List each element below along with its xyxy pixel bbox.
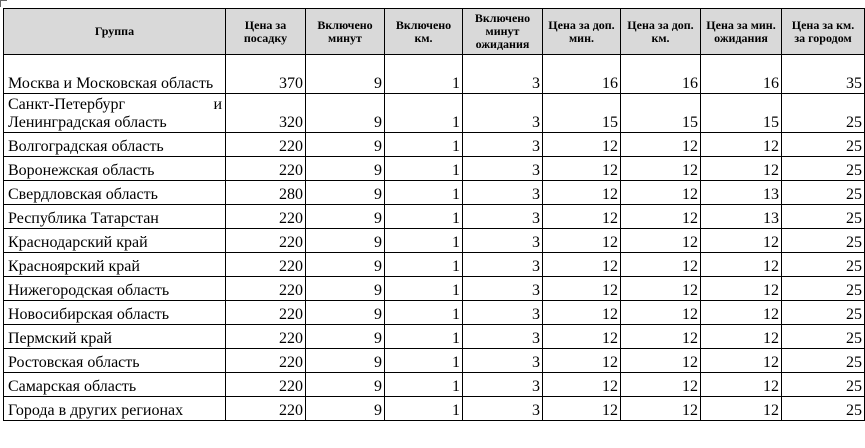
header-included-minutes: Включено минут [306,9,385,55]
cell-boarding-price: 220 [226,277,306,301]
header-group: Группа [4,9,226,55]
cell-group-name: Красноярский край [4,253,226,277]
cell-boarding-price: 220 [226,157,306,181]
cell-included-wait-minutes: 3 [463,253,543,277]
cell-extra-km-price: 15 [621,94,701,133]
cell-boarding-price: 220 [226,229,306,253]
cell-included-km: 1 [385,181,463,205]
cell-extra-minute-price: 12 [543,181,621,205]
cell-included-km: 1 [385,229,463,253]
cell-extra-minute-price: 12 [543,277,621,301]
cell-wait-minute-price: 13 [701,205,782,229]
cell-outside-city-km-price: 25 [782,205,865,229]
cell-group-name: Самарская область [4,373,226,397]
table-row [4,229,865,253]
cell-wait-minute-price: 12 [701,301,782,325]
table-row [4,181,865,205]
cell-extra-km-price: 16 [621,55,701,94]
cell-outside-city-km-price: 25 [782,133,865,157]
cell-group-name: Санкт-Петербург и Ленинградская область [4,94,226,133]
cell-group-name: Города в других регионах [4,397,226,421]
table-row [4,373,865,397]
cell-outside-city-km-price: 25 [782,325,865,349]
table-row [4,133,865,157]
cell-extra-km-price: 12 [621,325,701,349]
cell-included-km: 1 [385,205,463,229]
cell-extra-minute-price: 12 [543,397,621,421]
tariff-table [3,8,865,421]
cell-included-km: 1 [385,277,463,301]
cell-boarding-price: 220 [226,133,306,157]
cell-outside-city-km-price: 25 [782,253,865,277]
cell-group-name: Волгоградская область [4,133,226,157]
cell-included-minutes: 9 [306,301,385,325]
cell-included-km: 1 [385,325,463,349]
cell-wait-minute-price: 15 [701,94,782,133]
cell-outside-city-km-price: 25 [782,94,865,133]
table-row [4,253,865,277]
cell-wait-minute-price: 12 [701,229,782,253]
cell-included-minutes: 9 [306,205,385,229]
cell-extra-minute-price: 12 [543,157,621,181]
cell-included-km: 1 [385,373,463,397]
cell-extra-minute-price: 16 [543,55,621,94]
cell-extra-km-price: 12 [621,373,701,397]
header-included-wait-minutes: Включено минут ожидания [463,9,543,55]
cell-included-minutes: 9 [306,133,385,157]
cell-extra-minute-price: 12 [543,205,621,229]
cell-included-minutes: 9 [306,94,385,133]
cell-included-km: 1 [385,301,463,325]
header-outside-city-km-price: Цена за км. за городом [782,9,865,55]
header-extra-minute-price: Цена за доп. мин. [543,9,621,55]
cell-group-name: Краснодарский край [4,229,226,253]
cell-extra-minute-price: 12 [543,373,621,397]
cell-boarding-price: 220 [226,205,306,229]
header-wait-minute-price: Цена за мин. ожидания [701,9,782,55]
cell-boarding-price: 220 [226,325,306,349]
cell-extra-km-price: 12 [621,133,701,157]
table-row [4,277,865,301]
cell-extra-minute-price: 12 [543,133,621,157]
cell-included-km: 1 [385,55,463,94]
cell-included-minutes: 9 [306,181,385,205]
table-row [4,205,865,229]
cell-included-wait-minutes: 3 [463,157,543,181]
cell-group-name: Нижегородская область [4,277,226,301]
cell-included-wait-minutes: 3 [463,373,543,397]
cell-included-minutes: 9 [306,373,385,397]
cell-wait-minute-price: 12 [701,373,782,397]
cell-boarding-price: 220 [226,253,306,277]
cell-extra-minute-price: 12 [543,253,621,277]
table-header-row [4,9,865,55]
cell-included-wait-minutes: 3 [463,55,543,94]
cell-included-wait-minutes: 3 [463,325,543,349]
cell-boarding-price: 220 [226,301,306,325]
cell-included-km: 1 [385,349,463,373]
table-row [4,349,865,373]
cell-included-km: 1 [385,253,463,277]
cell-extra-minute-price: 12 [543,229,621,253]
cell-included-minutes: 9 [306,349,385,373]
cell-outside-city-km-price: 25 [782,349,865,373]
cell-included-km: 1 [385,397,463,421]
cell-included-km: 1 [385,94,463,133]
table-body [4,55,865,421]
cell-included-wait-minutes: 3 [463,94,543,133]
table-row [4,397,865,421]
cell-boarding-price: 370 [226,55,306,94]
cell-outside-city-km-price: 25 [782,277,865,301]
cell-boarding-price: 320 [226,94,306,133]
cell-extra-km-price: 12 [621,349,701,373]
cell-group-name: Свердловская область [4,181,226,205]
cell-wait-minute-price: 16 [701,55,782,94]
cell-extra-minute-price: 15 [543,94,621,133]
cell-extra-km-price: 12 [621,397,701,421]
cell-included-km: 1 [385,133,463,157]
cell-boarding-price: 280 [226,181,306,205]
cell-included-minutes: 9 [306,253,385,277]
header-boarding-price: Цена за посадку [226,9,306,55]
table-row [4,157,865,181]
cell-extra-km-price: 12 [621,301,701,325]
header-extra-km-price: Цена за доп. км. [621,9,701,55]
cell-included-wait-minutes: 3 [463,397,543,421]
cell-extra-km-price: 12 [621,277,701,301]
cell-included-wait-minutes: 3 [463,205,543,229]
cell-extra-km-price: 12 [621,253,701,277]
cell-extra-km-price: 12 [621,205,701,229]
cell-wait-minute-price: 12 [701,325,782,349]
header-included-km: Включено км. [385,9,463,55]
cell-group-name: Пермский край [4,325,226,349]
cell-boarding-price: 220 [226,349,306,373]
cell-wait-minute-price: 12 [701,253,782,277]
cell-extra-minute-price: 12 [543,301,621,325]
cell-boarding-price: 220 [226,397,306,421]
cell-outside-city-km-price: 25 [782,157,865,181]
cell-group-name: Новосибирская область [4,301,226,325]
cell-included-minutes: 9 [306,229,385,253]
cell-group-name: Москва и Московская область [4,55,226,94]
cell-wait-minute-price: 12 [701,277,782,301]
cell-included-wait-minutes: 3 [463,181,543,205]
cell-included-wait-minutes: 3 [463,301,543,325]
cell-included-minutes: 9 [306,325,385,349]
cell-extra-km-price: 12 [621,157,701,181]
cell-outside-city-km-price: 25 [782,301,865,325]
cell-included-wait-minutes: 3 [463,229,543,253]
cell-outside-city-km-price: 25 [782,229,865,253]
cell-extra-minute-price: 12 [543,325,621,349]
cell-group-name: Ростовская область [4,349,226,373]
cell-included-wait-minutes: 3 [463,133,543,157]
table-row [4,325,865,349]
cell-wait-minute-price: 13 [701,181,782,205]
cell-group-name: Республика Татарстан [4,205,226,229]
cell-wait-minute-price: 12 [701,133,782,157]
cell-outside-city-km-price: 35 [782,55,865,94]
cell-outside-city-km-price: 25 [782,181,865,205]
cell-outside-city-km-price: 25 [782,397,865,421]
cell-boarding-price: 220 [226,373,306,397]
cell-included-wait-minutes: 3 [463,277,543,301]
cell-extra-minute-price: 12 [543,349,621,373]
cell-included-minutes: 9 [306,277,385,301]
cell-included-km: 1 [385,157,463,181]
cell-included-minutes: 9 [306,157,385,181]
cell-extra-km-price: 12 [621,229,701,253]
cell-included-wait-minutes: 3 [463,349,543,373]
table-row [4,94,865,133]
cell-extra-km-price: 12 [621,181,701,205]
cell-included-minutes: 9 [306,397,385,421]
cell-group-name: Воронежская область [4,157,226,181]
cell-outside-city-km-price: 25 [782,373,865,397]
cell-wait-minute-price: 12 [701,349,782,373]
page-corner-mark [0,0,7,7]
table-row [4,55,865,94]
cell-included-minutes: 9 [306,55,385,94]
table-row [4,301,865,325]
cell-wait-minute-price: 12 [701,397,782,421]
cell-wait-minute-price: 12 [701,157,782,181]
